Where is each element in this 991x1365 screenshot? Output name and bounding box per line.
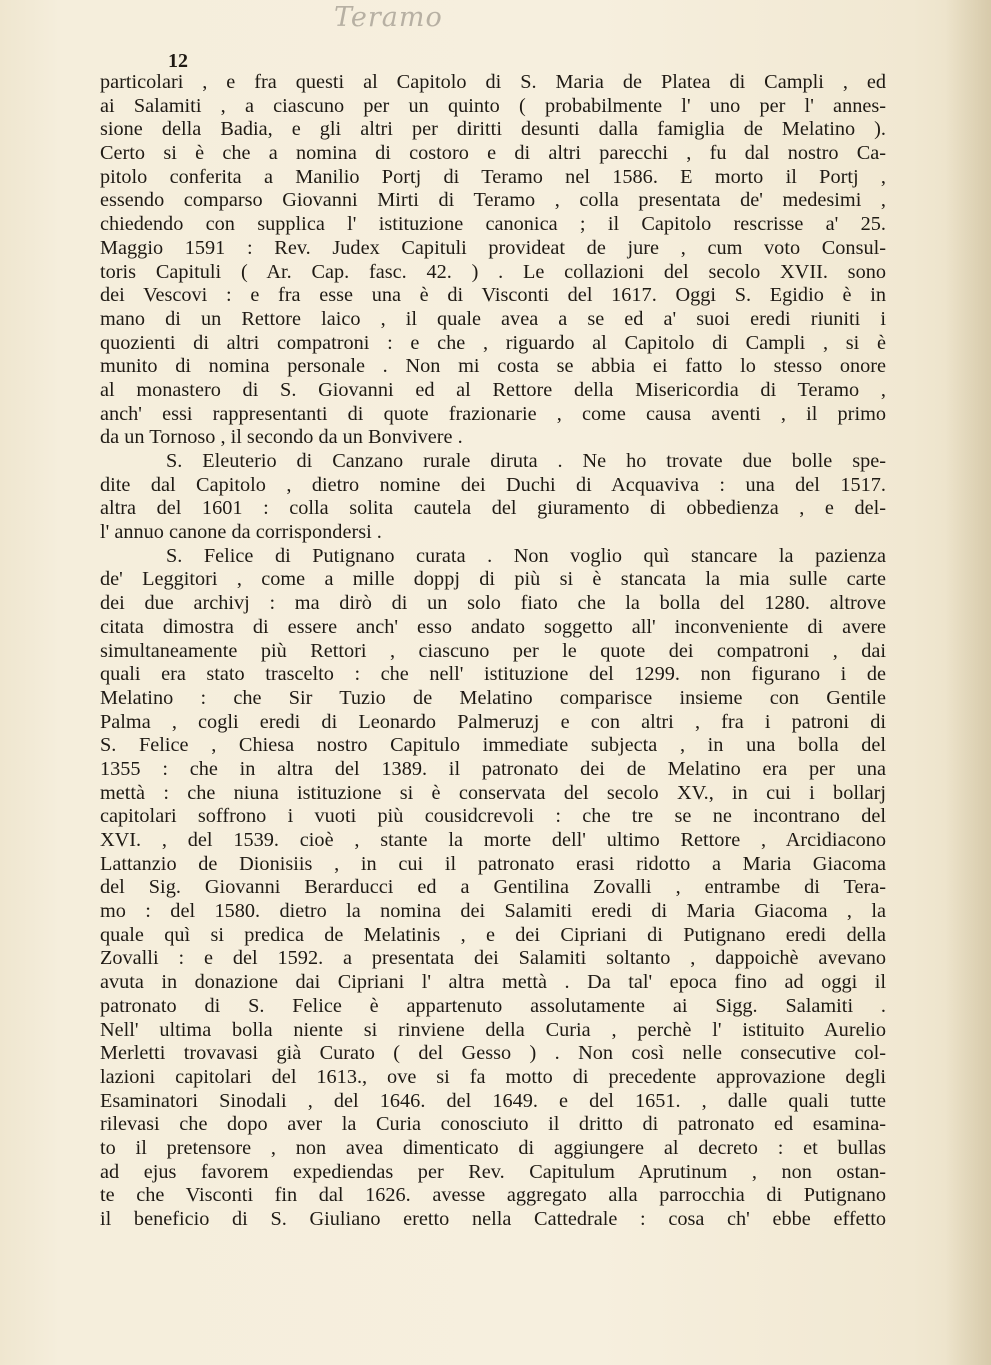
text-line: essendo comparso Giovanni Mirti di Teramo , colla presentata de' medesimi , [100, 189, 886, 212]
text-line: S. Felice , Chiesa nostro Capitulo immediate subjecta , in una bolla del [100, 734, 886, 757]
text-line: capitolari soffrono i vuoti più cousidcrevoli : che tre se ne incontrano del [100, 805, 886, 828]
text-line: ad ejus favorem expediendas per Rev. Capitulum Aprutinum , non ostan- [100, 1160, 886, 1183]
text-line: Melatino : che Sir Tuzio de Melatino comparisce insieme con Gentile [100, 686, 886, 709]
text-line: ai Salamiti , a ciascuno per un quinto ( probabilmente l' uno per l' annes- [100, 94, 886, 117]
text-line: anch' essi rappresentanti di quote frazionarie , come causa aventi , il primo [100, 402, 886, 425]
text-line: lazioni capitolari del 1613., ove si fa motto di precedente approvazione degli [100, 1065, 886, 1088]
text-line: dei due archivj : ma dirò di un solo fiato che la bolla del 1280. altrove [100, 592, 886, 615]
text-line: rilevasi che dopo aver la Curia conosciuto il dritto di patronato ed esamina- [100, 1113, 886, 1136]
text-line: S. Felice di Putignano curata . Non voglio quì stancare la pazienza [166, 544, 886, 567]
text-line: quali era stato trascelto : che nell' istituzione del 1299. non figurano i de [100, 663, 886, 686]
text-line: Maggio 1591 : Rev. Judex Capituli provideat de jure , cum voto Consul- [100, 236, 886, 259]
body-text [100, 71, 886, 1232]
text-line: toris Capituli ( Ar. Cap. fasc. 42. ) . Le collazioni del secolo XVII. sono [100, 260, 886, 283]
text-line: mettà : che niuna istituzione si è conservata del secolo XV., in cui i bollarj [100, 781, 886, 804]
text-line: del Sig. Giovanni Berarducci ed a Gentilina Zovalli , entrambe di Tera- [100, 876, 886, 899]
text-line: il beneficio di S. Giuliano eretto nella Cattedrale : cosa ch' ebbe effetto [100, 1208, 886, 1230]
text-line: to il pretensore , non avea dimenticato di aggiungere al decreto : et bullas [100, 1136, 886, 1159]
text-line: mo : del 1580. dietro la nomina dei Salamiti eredi di Maria Giacoma , la [100, 900, 886, 923]
text-line: XVI. , del 1539. cioè , stante la morte dell' ultimo Rettore , Arcidiacono [100, 829, 886, 851]
text-line: altra del 1601 : colla solita cautela del giuramento di obbedienza , e del- [100, 497, 886, 520]
text-line: Esaminatori Sinodali , del 1646. del 1649. e del 1651. , dalle quali tutte [100, 1089, 886, 1112]
text-line: Zovalli : e del 1592. a presentata dei Salamiti soltanto , dappoichè avevano [100, 947, 886, 970]
text-line: 1355 : che in altra del 1389. il patronato dei de Melatino era per una [100, 757, 886, 780]
text-line: S. Eleuterio di Canzano rurale diruta . Ne ho trovate due bolle spe- [166, 450, 886, 472]
text-line: l' annuo canone da corrispondersi . [100, 521, 382, 544]
text-line: Palma , cogli eredi di Leonardo Palmeruzj e con altri , fra i patroni di [100, 710, 886, 733]
text-line: quozienti di altri compatroni : e che , riguardo al Capitolo di Campli , si è [100, 331, 886, 354]
text-line: dite dal Capitolo , dietro nomine dei Duchi di Acquaviva : una del 1517. [100, 473, 886, 496]
page-number: 12 [168, 50, 188, 72]
text-line: de' Leggitori , come a mille doppj di più si è stancata la mia sulle carte [100, 568, 886, 591]
text-line: patronato di S. Felice è appartenuto assolutamente ai Sigg. Salamiti . [100, 994, 886, 1017]
text-line: sione della Badia, e gli altri per diritti desunti dalla famiglia de Melatino ). [100, 118, 886, 141]
text-line: particolari , e fra questi al Capitolo di S. Maria de Platea di Campli , ed [100, 71, 886, 93]
text-line: da un Tornoso , il secondo da un Bonvivere . [100, 426, 463, 449]
text-line: te che Visconti fin dal 1626. avesse aggregato alla parrocchia di Putignano [100, 1184, 886, 1207]
text-line: pitolo conferita a Manilio Portj di Teramo nel 1586. E morto il Portj , [100, 165, 886, 188]
text-line: al monastero di S. Giovanni ed al Rettore della Misericordia di Teramo , [100, 378, 886, 401]
text-line: Nell' ultima bolla niente si rinviene della Curia , perchè l' istituito Aurelio [100, 1018, 886, 1041]
text-line: mano di un Rettore laico , il quale avea a se ed a' suoi eredi riuniti i [100, 307, 886, 330]
text-line: dei Vescovi : e fra esse una è di Visconti del 1617. Oggi S. Egidio è in [100, 284, 886, 307]
text-line: Certo si è che a nomina di costoro e di altri parecchi , fu dal nostro Ca- [100, 142, 886, 165]
text-line: munito di nomina personale . Non mi costa se abbia ei fatto lo stesso onore [100, 355, 886, 378]
text-line: chiedendo con supplica l' istituzione canonica ; il Capitolo rescrisse a' 25. [100, 213, 886, 236]
text-line: simultaneamente più Rettori , ciascuno per le quote dei compatroni , dai [100, 639, 886, 662]
page-binding-shadow [945, 0, 991, 1365]
text-line: Lattanzio de Dionisiis , in cui il patronato erasi ridotto a Maria Giacoma [100, 852, 886, 875]
text-line: quale quì si predica de Melatinis , e dei Cipriani di Putignano eredi della [100, 923, 886, 946]
text-line: Merletti trovavasi già Curato ( del Gesso ) . Non così nelle consecutive col- [100, 1042, 886, 1065]
text-line: citata dimostra di essere anch' esso andato soggetto all' inconveniente di avere [100, 615, 886, 638]
pencil-annotation: Teramo [334, 2, 443, 33]
text-line: avuta in donazione dai Cipriani l' altra mettà . Da tal' epoca fino ad oggi il [100, 971, 886, 994]
